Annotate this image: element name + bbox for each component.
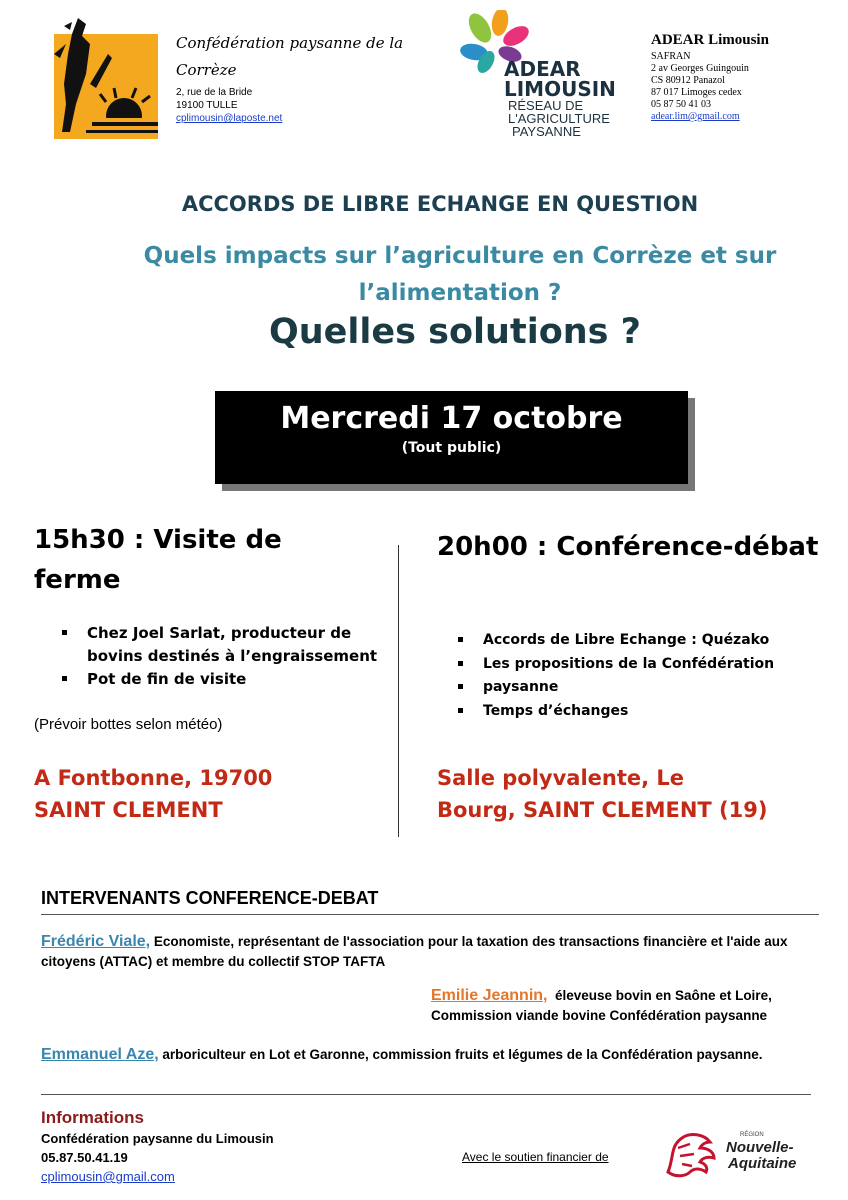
adear-address-line: SAFRAN [651,51,691,62]
speaker-description: arboriculteur en Lot et Garonne, commission fruits et légumes de la Confédération paysanne. [158,1047,763,1062]
region-name-line2: Aquitaine [728,1155,797,1172]
adear-address-line: CS 80912 Panazol [651,75,725,86]
date-box [215,391,688,484]
heading-accords: ACCORDS DE LIBRE ECHANGE EN QUESTION [181,192,699,216]
info-phone: 05.87.50.41.19 [41,1150,128,1165]
event-date: Mercredi 17 octobre [280,401,623,436]
adear-logo-line1: ADEAR [504,57,581,81]
adear-phone: 05 87 50 41 03 [651,99,711,110]
adear-email-link[interactable]: adear.lim@gmail.com [651,111,740,122]
list-item: Les propositions de la Confédération [458,653,838,677]
visit-list [62,622,382,691]
adear-logo-line3: RÉSEAU DE [508,98,584,113]
adear-logo-line4: L'AGRICULTURE [508,111,610,126]
support-text: Avec le soutien financier de [462,1150,609,1164]
speaker-description: Economiste, représentant de l'association pour la taxation des transactions financière et l'aide aux citoyens (ATTAC) et membre du collectif STOP TAFTA [41,934,788,969]
info-block [41,1108,274,1186]
info-org: Confédération paysanne du Limousin [41,1131,274,1146]
speaker-aze [41,1045,821,1065]
adear-title: ADEAR Limousin [651,32,769,48]
adear-address-line: 87 017 Limoges cedex [651,87,742,98]
adear-logo-icon [460,10,625,140]
visit-note: (Prévoir bottes selon météo) [34,716,223,733]
adear-logo-line2: LIMOUSIN [504,77,616,101]
adear-address-line: 2 av Georges Guingouin [651,63,749,74]
list-item: Pot de fin de visite [62,668,382,691]
intervenants-title: INTERVENANTS CONFERENCE-DEBAT [41,888,379,908]
conference-location-line1: Salle polyvalente, Le [437,766,685,790]
confederation-email-link[interactable]: cplimousin@laposte.net [176,113,283,124]
speaker-name[interactable]: Emmanuel Aze, [41,1046,159,1063]
conference-location [437,762,837,826]
conference-location-line2: Bourg, SAINT CLEMENT (19) [437,798,768,822]
heading-impacts: Quels impacts sur l’agriculture en Corrèze et sur l’alimentation ? [143,243,777,306]
list-item: Chez Joel Sarlat, producteur de bovins destinés à l’engraissement [62,622,382,668]
lion-logo-icon [660,1122,810,1182]
speaker-jeannin [431,986,831,1026]
speaker-description-2: Commission viande bovine Confédération paysanne [431,1008,768,1023]
list-item: Accords de Libre Echange : Quézako [458,629,838,653]
speaker-name[interactable]: Emilie Jeannin, [431,987,548,1004]
confederation-name: Confédération paysanne de la Corrèze [176,34,404,79]
conference-title: 20h00 : Conférence-débat [437,532,819,562]
visit-location [34,762,374,826]
heading-solutions: Quelles solutions ? [269,312,641,352]
visit-location-line1: A Fontbonne, 19700 [34,766,273,790]
confederation-logo-icon [46,14,158,139]
column-divider [398,545,399,837]
confederation-street: 2, rue de la Bride [176,87,253,98]
conference-list [458,629,838,723]
region-name-line1: Nouvelle- [726,1139,794,1156]
info-email-link[interactable]: cplimousin@gmail.com [41,1169,175,1184]
speaker-viale [41,932,821,972]
confederation-address [176,86,282,125]
info-title: Informations [41,1108,144,1127]
adear-address [651,51,749,123]
intervenants-rule [41,914,819,915]
list-item: paysanne [458,676,838,700]
visit-location-line2: SAINT CLEMENT [34,798,223,822]
speaker-description: éleveuse bovin en Saône et Loire, [555,988,772,1003]
visit-title: 15h30 : Visite de ferme [34,525,282,595]
confederation-city: 19100 TULLE [176,100,238,111]
footer-rule [41,1094,811,1095]
adear-logo-line5: PAYSANNE [512,124,581,139]
list-item: Temps d’échanges [458,700,838,724]
event-audience: (Tout public) [401,440,502,456]
speaker-name[interactable]: Frédéric Viale, [41,933,151,950]
region-label: RÉGION [740,1132,764,1138]
